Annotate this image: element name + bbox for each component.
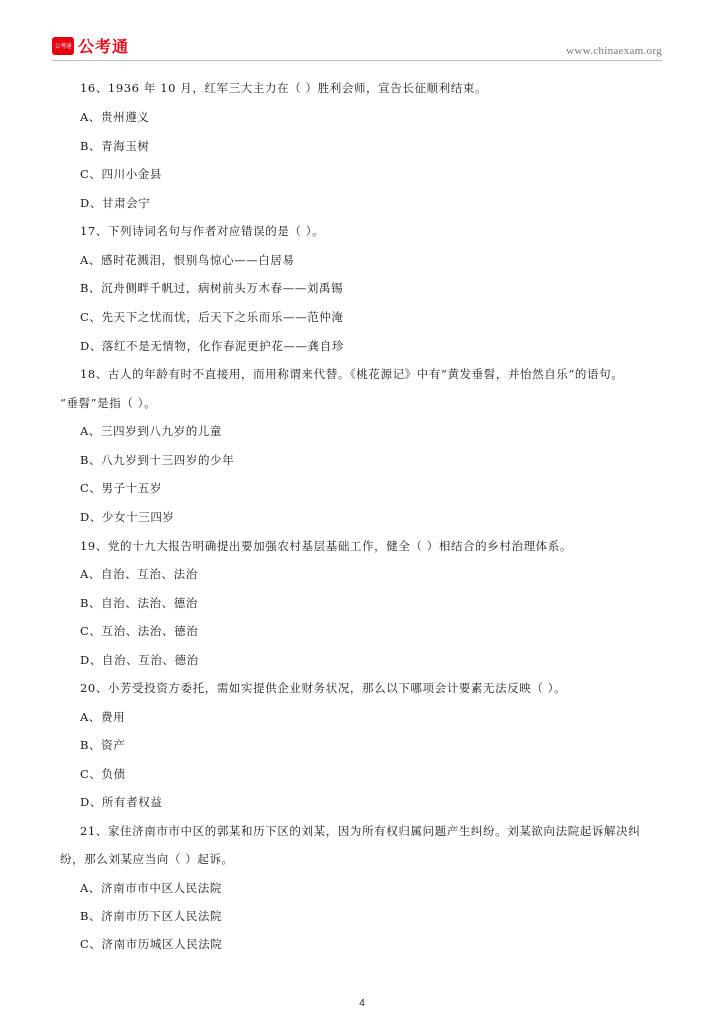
page-number: 4 (359, 998, 365, 1009)
option-item: C、负债 (80, 767, 126, 781)
option-item: D、自治、互治、德治 (80, 653, 199, 667)
option-item: B、济南市历下区人民法院 (80, 909, 223, 923)
option-item: A、费用 (80, 710, 126, 724)
option-item: C、济南市历城区人民法院 (80, 937, 223, 951)
option-item: C、四川小金县 (80, 167, 162, 181)
option-item: A、感时花溅泪，恨别鸟惊心——白居易 (80, 253, 295, 267)
option-item: A、三四岁到八九岁的儿童 (80, 424, 223, 438)
site-url: www.chinaexam.org (566, 45, 662, 57)
option-item: D、所有者权益 (80, 795, 163, 809)
question-stem: 19、党的十九大报告明确提出要加强农村基层基础工作，健全（ ）相结合的乡村治理体系。 (80, 539, 572, 553)
question-stem: 18、古人的年龄有时不直接用，而用称谓来代替。《桃花源记》中有“黄发垂髫，并怡然自乐”的语句。 (80, 367, 624, 381)
brand-logo (52, 34, 129, 57)
logo-badge-icon: 公考通 (52, 37, 74, 55)
question-stem: 16、1936 年 10 月，红军三大主力在（ ）胜利会师，宣告长征顺利结束。 (80, 81, 488, 95)
option-item: B、青海玉树 (80, 139, 150, 153)
question-stem-continued: 纷，那么刘某应当向（ ）起诉。 (60, 852, 234, 866)
option-item: B、八九岁到十三四岁的少年 (80, 453, 235, 467)
question-stem: 17、下列诗词名句与作者对应错误的是（ ）。 (80, 224, 325, 238)
option-item: D、甘肃会宁 (80, 196, 151, 210)
option-item: A、济南市市中区人民法院 (80, 881, 223, 895)
question-stem-continued: “垂髫”是指（ ）。 (60, 396, 157, 410)
option-item: A、贵州遵义 (80, 110, 150, 124)
option-item: B、资产 (80, 738, 126, 752)
logo-text: 公考通 (78, 37, 130, 56)
option-item: C、互治、法治、德治 (80, 624, 199, 638)
option-item: A、自治、互治、法治 (80, 567, 198, 581)
header-divider (52, 60, 662, 61)
page-header (0, 0, 724, 70)
option-item: B、自治、法治、德治 (80, 596, 198, 610)
question-stem: 21、家住济南市市中区的郭某和历下区的刘某，因为所有权归属问题产生纠纷。刘某欲向法院起诉解决纠 (80, 824, 641, 838)
option-item: D、少女十三四岁 (80, 510, 175, 524)
option-item: C、男子十五岁 (80, 481, 162, 495)
option-item: C、先天下之忧而忧，后天下之乐而乐——范仲淹 (80, 310, 344, 324)
option-item: B、沉舟侧畔千帆过，病树前头万木春——刘禹锡 (80, 281, 344, 295)
option-item: D、落红不是无情物，化作春泥更护花——龚自珍 (80, 339, 344, 353)
question-stem: 20、小芳受投资方委托，需如实提供企业财务状况，那么以下哪项会计要素无法反映（ ）。 (80, 681, 567, 695)
